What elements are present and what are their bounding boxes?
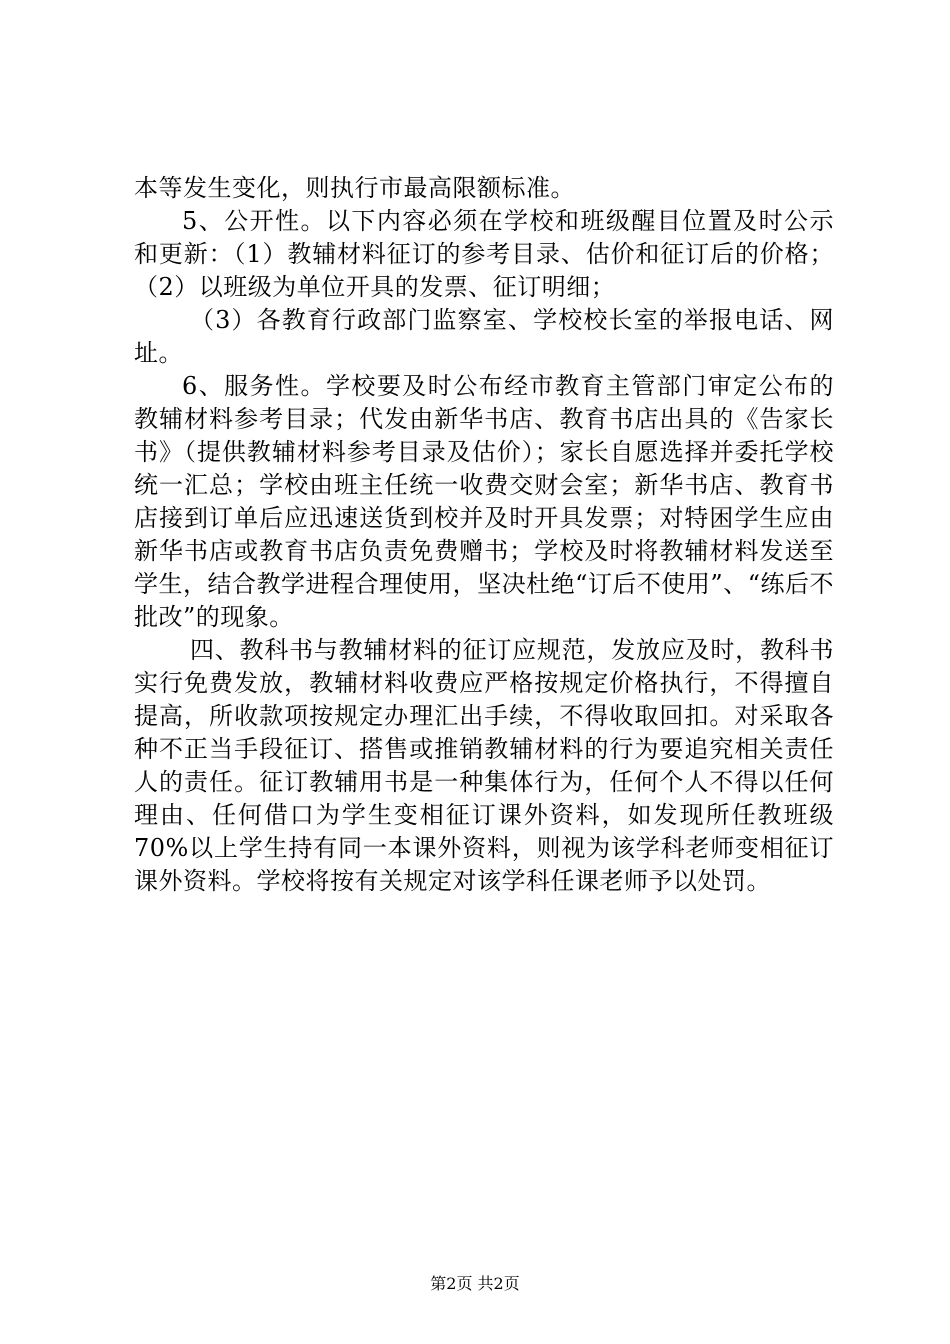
paragraph-continuation: 本等发生变化，则执行市最高限额标准。 [134, 174, 575, 202]
paragraph-openness: 5、公开性。以下内容必须在学校和班级醒目位置及时公示和更新：（1）教辅材料征订的参考目录、估价和征订后的价格；（2）以班级为单位开具的发票、征订明细； [134, 207, 834, 301]
page-number: 第2页 共2页 [430, 1274, 520, 1293]
document-body [134, 172, 834, 898]
paragraph-service: 6、服务性。学校要及时公布经市教育主管部门审定公布的教辅材料参考目录；代发由新华书店、教育书店出具的《告家长书》（提供教辅材料参考目录及估价）；家长自愿选择并委托学校统一汇总；学校由班主任统一收费交财会室；新华书店、教育书店接到订单后应迅速送货到校并及时开具发票；对特困学生应由新华书店或教育书店负责免费赠书；学校及时将教辅材料发送至学生，结合教学进程合理使用，坚决杜绝“订后不使用”、“练后不批改”的现象。 [134, 372, 834, 631]
paragraph-section-four: 四、教科书与教辅材料的征订应规范，发放应及时，教科书实行免费发放，教辅材料收费应严格按规定价格执行，不得擅自提高，所收款项按规定办理汇出手续，不得收取回扣。对采取各种不正当手段征订、搭售或推销教辅材料的行为要追究相关责任人的责任。征订教辅用书是一种集体行为，任何个人不得以任何理由、任何借口为学生变相征订课外资料，如发现所任教班级70%以上学生持有同一本课外资料，则视为该学科老师变相征订课外资料。学校将按有关规定对该学科任课老师予以处罚。 [134, 636, 834, 895]
paragraph-hotline: （3）各教育行政部门监察室、学校校长室的举报电话、网址。 [134, 306, 834, 367]
